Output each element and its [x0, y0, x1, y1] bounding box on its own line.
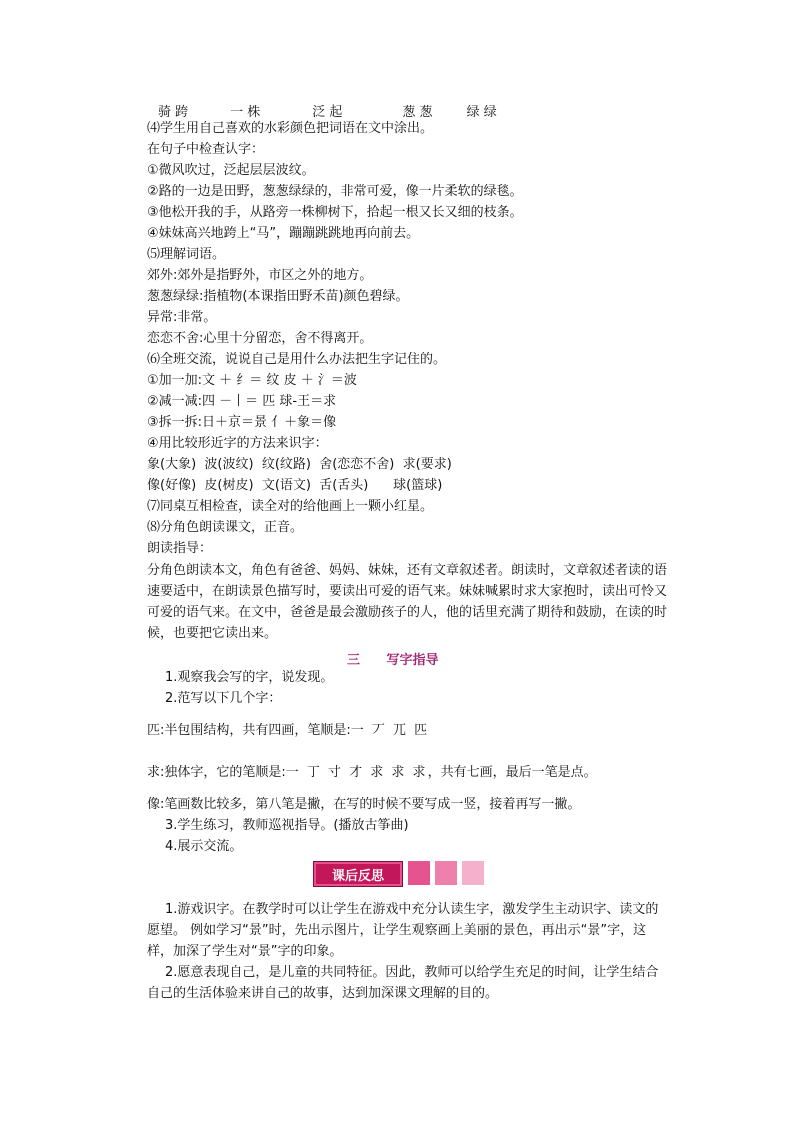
text-line: 恋恋不舍:心里十分留恋，舍不得离开。	[147, 331, 373, 346]
text-line: ③他松开我的手，从路旁一株柳树下，拾起一根又长又细的枝条。	[147, 205, 523, 220]
text-line: ⑷学生用自己喜欢的水彩颜色把词语在文中涂出。	[147, 121, 434, 136]
text-line: 郊外:郊外是指野外，市区之外的地方。	[147, 268, 373, 283]
text-line: 3.学生练习，教师巡视指导。(播放古筝曲)	[165, 818, 409, 833]
text-line: ④妹妹高兴地跨上“马”，蹦蹦跳跳地再向前去。	[147, 226, 420, 241]
text-line: ①微风吹过，泛起层层波纹。	[147, 163, 315, 178]
text-line: ⑹全班交流，说说自己是用什么办法把生字记住的。	[147, 352, 447, 367]
text-line: 4.展示交流。	[165, 839, 243, 854]
reading-guidance-paragraph: 分角色朗读本文，角色有爸爸、妈妈、妹妹，还有文章叙述者。朗读时，文章叙述者读的语速要适中，在朗读景色描写时，要读出可爱的语气来。妹妹喊累时求大家抱时，读出可怜又可爱的语气来。在文中，爸爸是最会激励孩子的人，他的话里充满了期待和鼓励，在读的时候，也要把它读出来。	[147, 563, 668, 641]
banner-decoration	[408, 861, 430, 885]
stroke-sequence: 一 丁 寸 才 求 求 求	[285, 765, 428, 780]
vocab-word: 一 株	[230, 105, 261, 120]
text-line: 象(大象) 波(波纹) 纹(纹路) 舍(恋恋不舍) 求(要求)	[147, 457, 452, 472]
text-line: 在句子中检查认字：	[147, 142, 265, 157]
section-title: 写字指导	[386, 653, 439, 668]
banner-decoration	[462, 861, 484, 885]
text-line: ①加一加:文 ＋ 纟＝ 纹 皮 ＋ 氵＝波	[147, 373, 357, 388]
reflection-paragraph: 1.游戏识字。在教学时可以让学生在游戏中充分认读生字，激发学生主动识字、读文的愿望。 例如学习“景”时，先出示图片，让学生观察画上美丽的景色，再出示“景”字，这样，加深了学生对“景”字的印象。	[147, 902, 659, 959]
text-line: ⑸理解词语。	[147, 247, 226, 262]
section-heading	[347, 649, 439, 668]
text-line: ⑻分角色朗读课文，正音。	[147, 520, 304, 535]
vocab-word: 泛 起	[312, 105, 343, 120]
stroke-order-line: 匹:半包围结构，共有四画，笔顺是:一 丆 兀 匹	[147, 723, 430, 738]
banner-decoration	[435, 861, 457, 885]
text-line: 像:笔画数比较多，第八笔是撇，在写的时候不要写成一竖，接着再写一撇。	[147, 797, 581, 812]
text-line: ③拆一拆:日＋京＝景 亻＋象＝像	[147, 415, 337, 430]
stroke-order-line: 求:独体字，它的笔顺是:一 丁 寸 才 求 求 求，共有七画，最后一笔是点。	[147, 765, 597, 780]
vocab-word: 绿 绿	[466, 105, 497, 120]
reflection-paragraph: 2.愿意表现自己，是儿童的共同特征。因此，教师可以给学生充足的时间，让学生结合自己的生活体验来讲自己的故事，达到加深课文理解的目的。	[147, 965, 659, 1001]
text-line: ②路的一边是田野，葱葱绿绿的，非常可爱，像一片柔软的绿毯。	[147, 184, 523, 199]
section-number: 三	[347, 653, 361, 668]
text-line: ④用比较形近字的方法来识字：	[147, 436, 328, 451]
text-line: 像(好像) 皮(树皮) 文(语文) 舌(舌头) 球(篮球)	[147, 478, 443, 493]
text-line: 1.观察我会写的字，说发现。	[165, 670, 334, 685]
text-line: 2.范写以下几个字：	[165, 691, 282, 706]
stroke-sequence: 一 丆 兀 匹	[350, 723, 430, 738]
vocab-word: 葱 葱	[402, 105, 433, 120]
text-line: 朗读指导：	[147, 541, 213, 556]
vocabulary-row	[158, 101, 497, 120]
banner-title: 课后反思	[313, 861, 403, 887]
reflection-banner	[313, 861, 484, 887]
text-line: ⑺同桌互相检查，读全对的给他画上一颗小红星。	[147, 499, 434, 514]
text-line: 葱葱绿绿:指植物(本课指田野禾苗)颜色碧绿。	[147, 289, 409, 304]
vocab-word: 骑 跨	[158, 105, 189, 120]
text-line: ②减一减:四 －丨＝ 匹 球-王＝求	[147, 394, 337, 409]
text-line: 异常:非常。	[147, 310, 217, 325]
